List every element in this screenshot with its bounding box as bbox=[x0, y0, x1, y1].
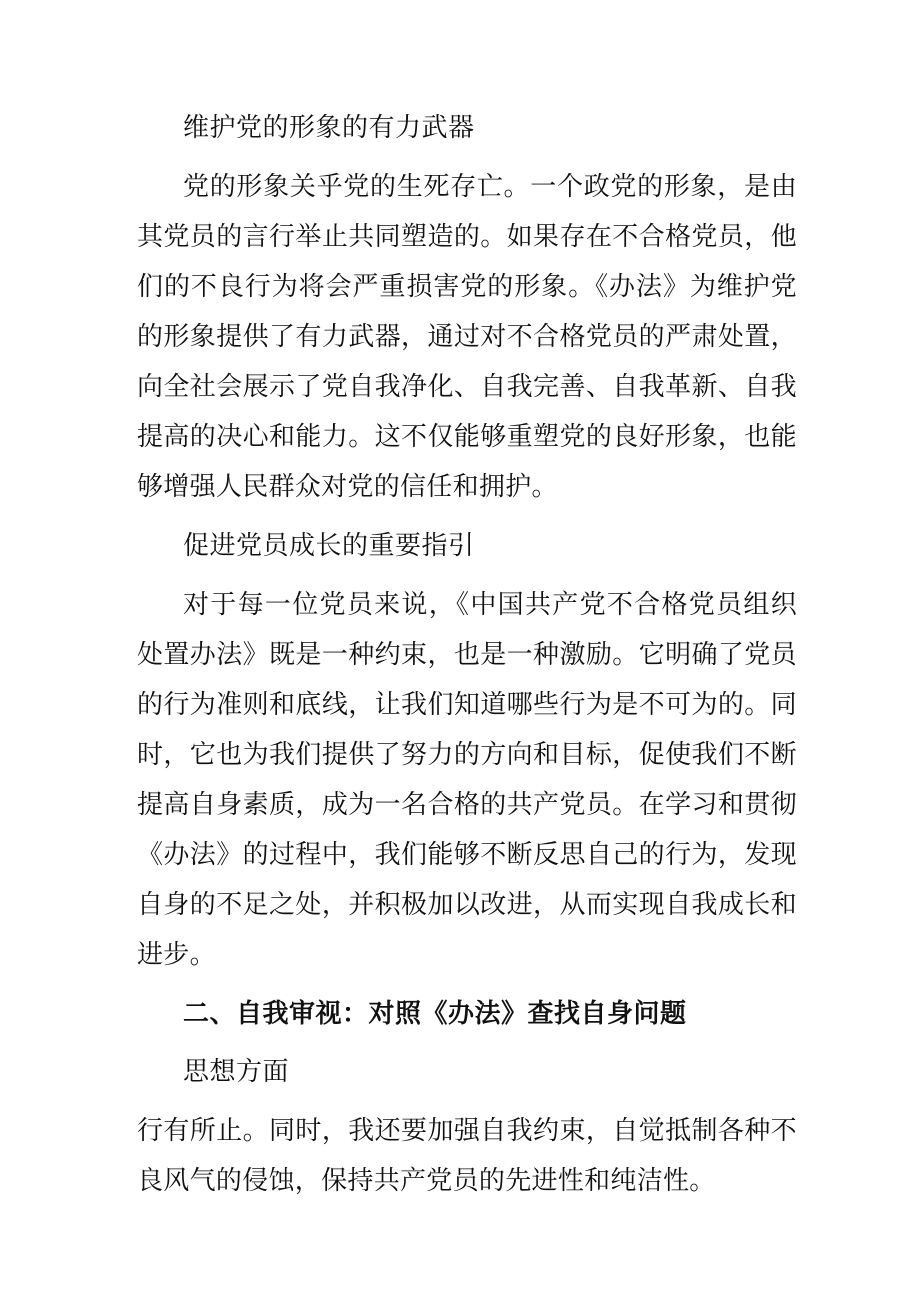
section-heading-ideology: 思想方面 bbox=[183, 1057, 290, 1087]
paragraph-member-growth: 对于每一位党员来说，《中国共产党不合格党员组织处置办法》既是一种约束，也是一种激励。它明确了党员的行为准则和底线，让我们知道哪些行为是不可为的。同时，它也为我们提供了努力的方向和目标，促使我们不断提高自身素质，成为一名合格的共产党员。在学习和贯彻《办法》的过程中，我们能够不断反思自己的行为，发现自身的不足之处，并积极加以改进，从而实现自我成长和进步。 bbox=[137, 590, 797, 970]
paragraph-ideology: 行有所止。同时，我还要加强自我约束，自觉抵制各种不良风气的侵蚀，保持共产党员的先进性和纯洁性。 bbox=[137, 1116, 797, 1196]
document-body bbox=[137, 104, 797, 1216]
section-heading-party-image: 维护党的形象的有力武器 bbox=[183, 113, 475, 143]
section-heading-member-growth: 促进党员成长的重要指引 bbox=[183, 531, 475, 561]
paragraph-party-image: 党的形象关乎党的生死存亡。一个政党的形象，是由其党员的言行举止共同塑造的。如果存在不合格党员，他们的不良行为将会严重损害党的形象。《办法》为维护党的形象提供了有力武器，通过对不合格党员的严肃处置，向全社会展示了党自我净化、自我完善、自我革新、自我提高的决心和能力。这不仅能够重塑党的良好形象，也能够增强人民群众对党的信任和拥护。 bbox=[137, 172, 797, 502]
chapter-heading-self-review: 二、自我审视：对照《办法》查找自身问题 bbox=[183, 999, 687, 1029]
